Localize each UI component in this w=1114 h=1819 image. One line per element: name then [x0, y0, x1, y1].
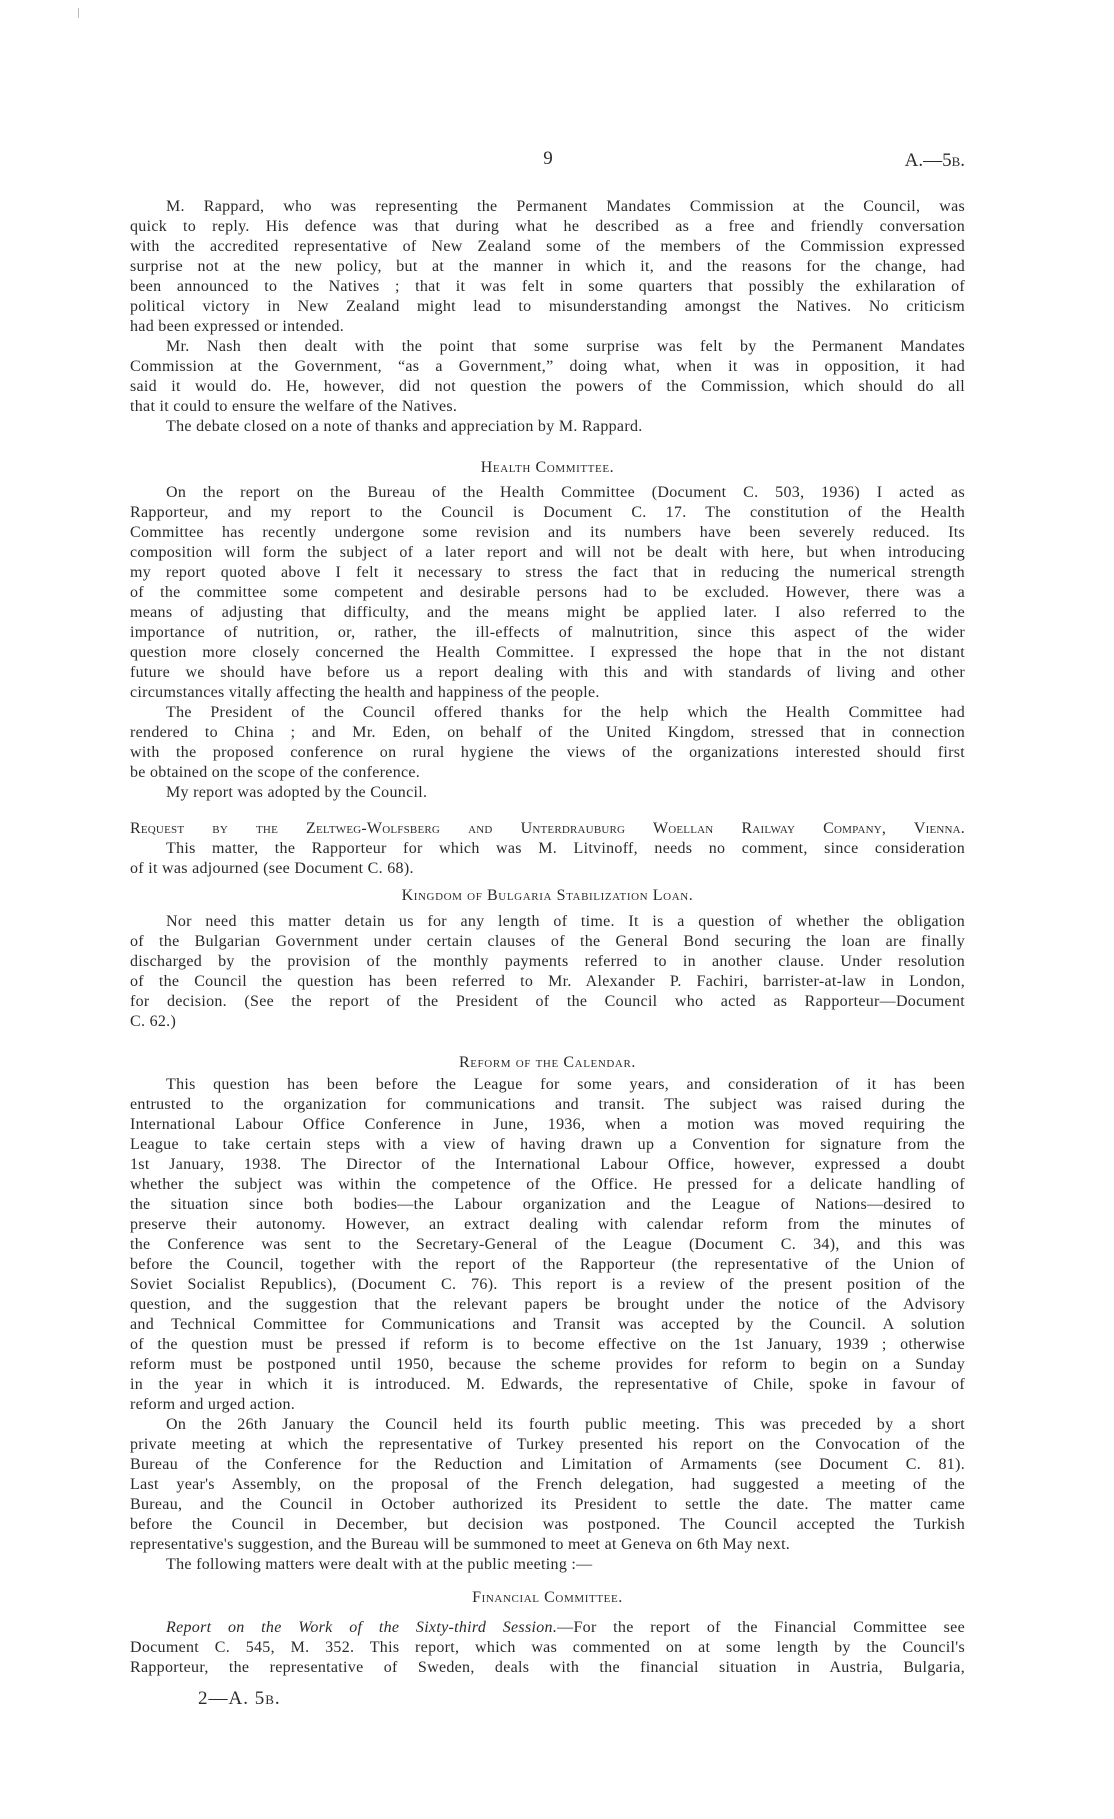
text-line: with the accredited representative of New Zealand some of the members of the Commission expressed [130, 238, 965, 255]
text-line: and Technical Committee for Communications and Transit was accepted by the Council. A solution [130, 1316, 965, 1333]
text-line: This matter, the Rapporteur for which was M. Litvinoff, needs no comment, since consideration [166, 840, 965, 857]
reference-suffix: b. [951, 150, 965, 171]
text-line: political victory in New Zealand might lead to misunderstanding amongst the Natives. No criticism [130, 298, 965, 315]
reference-prefix: A.—5 [904, 150, 952, 171]
text-line: before the Council, together with the report of the Rapporteur (the representative of the Union of [130, 1256, 965, 1273]
text-line: reform and urged action. [130, 1396, 296, 1413]
paragraph-bulgaria [130, 912, 965, 1032]
text-line: question, and the suggestion that the relevant papers be brought under the notice of the Advisory [130, 1296, 965, 1313]
heading-bulgaria-loan: Kingdom of Bulgaria Stabilization Loan. [401, 887, 694, 904]
text-line: International Labour Office Conference in June, 1936, when a motion was moved requiring the [130, 1116, 965, 1133]
text-line: that it could to ensure the welfare of the Natives. [130, 398, 458, 415]
text-line: rendered to China ; and Mr. Eden, on behalf of the United Kingdom, stressed that in connection [130, 724, 965, 741]
text-line: with the proposed conference on rural hygiene the views of the organizations interested should first [130, 744, 965, 761]
text-line: M. Rappard, who was representing the Permanent Mandates Commission at the Council, was [166, 198, 965, 215]
paragraph-president-thanks [130, 703, 965, 783]
text-line: Bureau, and the Council in October authorized its President to settle the date. The matter came [130, 1496, 965, 1513]
text-line: the Conference was sent to the Secretary-General of the League (Document C. 34), and this was [130, 1236, 965, 1253]
page-number: 9 [543, 148, 553, 169]
heading-financial-committee: Financial Committee. [472, 1589, 623, 1606]
text-line: said it would do. He, however, did not question the powers of the Commission, which should do all [130, 378, 965, 395]
footer-prefix: 2—A. 5 [198, 1688, 266, 1709]
text-line: entrusted to the organization for communications and transit. The subject was raised during the [130, 1096, 965, 1113]
text-line: The debate closed on a note of thanks and appreciation by M. Rappard. [166, 418, 643, 435]
text-line: question more closely concerned the Health Committee. I expressed the hope that in the not distant [130, 644, 965, 661]
text-line: of the Bulgarian Government under certain clauses of the General Bond securing the loan are finally [130, 933, 965, 950]
text-line: future we should have before us a report dealing with this and with standards of living and other [130, 664, 965, 681]
text-line: discharged by the provision of the monthly payments referred to in another clause. Under resolution [130, 953, 965, 970]
text-line: representative's suggestion, and the Bureau will be summoned to meet at Geneva on 6th May next. [130, 1536, 791, 1553]
text-line: in the year in which it is introduced. M. Edwards, the representative of Chile, spoke in favour of [130, 1376, 965, 1393]
text-line: League to take certain steps with a view of having drawn up a Convention for signature from the [130, 1136, 965, 1153]
paragraph-financial [130, 1618, 965, 1678]
footer-signature [198, 1688, 281, 1710]
footer-suffix: b. [265, 1688, 281, 1709]
text-line: the situation since both bodies—the Labour organization and the League of Nations—desired to [130, 1196, 965, 1213]
text-line: On the 26th January the Council held its fourth public meeting. This was preceded by a short [166, 1416, 965, 1433]
text-line: of the committee some competent and desirable persons had to be excluded. However, there was a [130, 584, 965, 601]
paragraph-report-adopted [130, 783, 965, 803]
text-line: private meeting at which the representative of Turkey presented his report on the Convocation of the [130, 1436, 965, 1453]
line-text: —For the report of the Financial Committee see [557, 1619, 965, 1636]
italic-title: Report on the Work of the Sixty-third Session. [166, 1619, 558, 1636]
scan-mark [78, 8, 79, 18]
text-line: before the Council in December, but decision was postponed. The Council accepted the Turkish [130, 1516, 965, 1533]
text-line: had been expressed or intended. [130, 318, 345, 335]
text-line: be obtained on the scope of the conference. [130, 764, 421, 781]
text-line: The President of the Council offered thanks for the help which the Health Committee had [166, 704, 965, 721]
document-reference [905, 150, 965, 172]
paragraph-rappard-reply [130, 197, 965, 337]
text-line: surprise not at the new policy, but at the manner in which it, and the reasons for the change, had [130, 258, 965, 275]
text-line: Mr. Nash then dealt with the point that some surprise was felt by the Permanent Mandates [166, 338, 965, 355]
text-line: of the Council the question has been referred to Mr. Alexander P. Fachiri, barrister-at-law in London, [130, 973, 965, 990]
text-line: reform must be postponed until 1950, because the scheme provides for reform to begin on a Sunday [130, 1356, 965, 1373]
text-line: quick to reply. His defence was that during what he described as a free and friendly conversation [130, 218, 965, 235]
text-line: Document C. 545, M. 352. This report, which was commented on at some length by the Council's [130, 1639, 965, 1656]
text-line: 1st January, 1938. The Director of the International Labour Office, however, expressed a doubt [130, 1156, 965, 1173]
heading-railway-request: Request by the Zeltweg-Wolfsberg and Unterdrauburg Woellan Railway Company, Vienna. [130, 820, 965, 837]
text-line: preserve their autonomy. However, an extract dealing with calendar reform from the minutes of [130, 1216, 965, 1233]
paragraph-health-report [130, 483, 965, 703]
text-line: of the question must be pressed if reform is to become effective on the 1st January, 1939 ; otherwise [130, 1336, 965, 1353]
text-line: On the report on the Bureau of the Health Committee (Document C. 503, 1936) I acted as [166, 484, 965, 501]
text-line: Committee has recently undergone some revision and its numbers have been severely reduced. Its [130, 524, 965, 541]
text-line: of it was adjourned (see Document C. 68). [130, 860, 414, 877]
text-line: circumstances vitally affecting the health and happiness of the people. [130, 684, 600, 701]
text-line [130, 1618, 965, 1638]
paragraph-debate-closed [130, 417, 965, 437]
paragraph-railway [130, 839, 965, 879]
text-line: Rapporteur, and my report to the Council is Document C. 17. The constitution of the Health [130, 504, 965, 521]
paragraph-following-matters [130, 1555, 965, 1575]
text-line: Last year's Assembly, on the proposal of the French delegation, had suggested a meeting of the [130, 1476, 965, 1493]
text-line: My report was adopted by the Council. [166, 784, 428, 801]
text-line: importance of nutrition, or, rather, the ill-effects of malnutrition, since this aspect of the wider [130, 624, 965, 641]
heading-calendar-reform: Reform of the Calendar. [458, 1054, 637, 1071]
text-line: means of adjusting that difficulty, and the means might be applied later. I also referred to the [130, 604, 965, 621]
text-line: Bureau of the Conference for the Reduction and Limitation of Armaments (see Document C. 81). [130, 1456, 965, 1473]
text-line: my report quoted above I felt it necessary to stress the fact that in reducing the numerical strength [130, 564, 965, 581]
text-line: Commission at the Government, “as a Government,” doing what, when it was in opposition, it had [130, 358, 965, 375]
text-line: The following matters were dealt with at the public meeting :— [166, 1556, 593, 1573]
paragraph-calendar [130, 1075, 965, 1415]
text-line: Soviet Socialist Republics), (Document C. 76). This report is a review of the present position of the [130, 1276, 965, 1293]
text-line: This question has been before the League for some years, and consideration of it has been [166, 1076, 965, 1093]
text-line: for decision. (See the report of the President of the Council who acted as Rapporteur—Document [130, 993, 965, 1010]
text-line: composition will form the subject of a later report and will not be dealt with here, but when introducing [130, 544, 965, 561]
text-line: Rapporteur, the representative of Sweden, deals with the financial situation in Austria, Bulgaria, [130, 1659, 965, 1676]
text-line: Nor need this matter detain us for any length of time. It is a question of whether the obligation [166, 913, 965, 930]
text-line: whether the subject was within the competence of the Office. He pressed for a delicate handling of [130, 1176, 965, 1193]
text-line: been announced to the Natives ; that it was felt in some quarters that possibly the exhilaration of [130, 278, 965, 295]
paragraph-nash [130, 337, 965, 417]
heading-health-committee: Health Committee. [480, 459, 615, 476]
text-line: C. 62.) [130, 1013, 177, 1030]
paragraph-fourth-public-meeting [130, 1415, 965, 1555]
